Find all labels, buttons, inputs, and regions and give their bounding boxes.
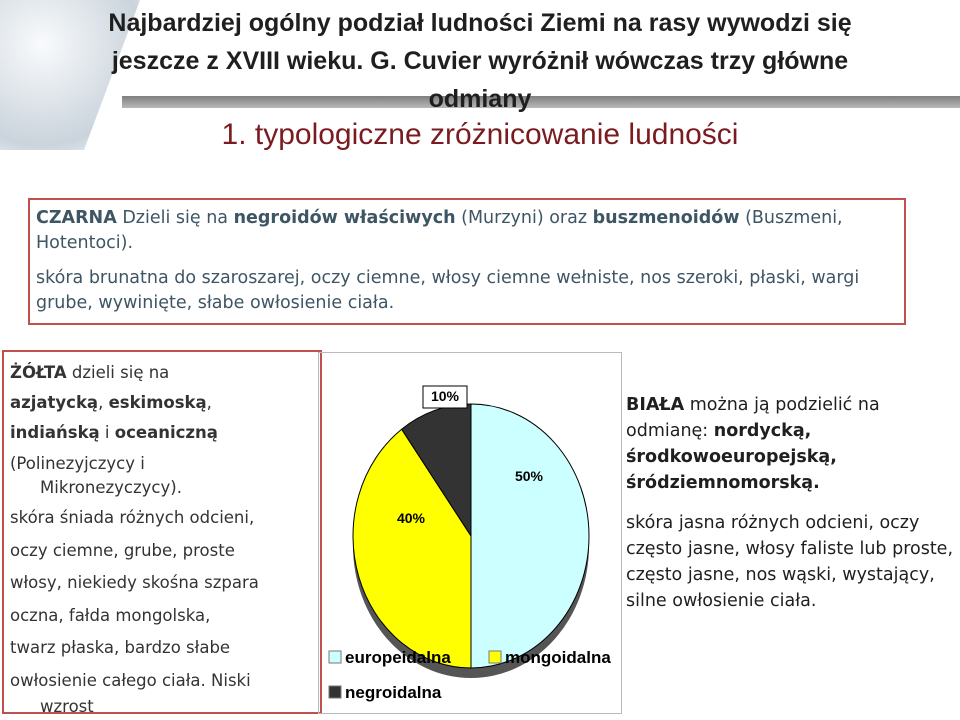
yellow-desc-line-6: owłosienie całego ciała. Niski <box>10 670 251 690</box>
black-race-division <box>36 206 898 256</box>
pie-label-negroidalna <box>423 386 467 408</box>
yellow-race-text-1: dzieli się na <box>66 363 170 382</box>
pie-label-europeidalna <box>515 468 544 484</box>
title-line-3: odmiany <box>428 85 532 113</box>
yellow-sep-1: , <box>98 393 109 412</box>
svg-text:40%: 40% <box>396 510 426 526</box>
white-race-subgroups: nordycką, środkowoeuropejską, śródziemnomorską. <box>626 421 837 493</box>
legend-item-negroidalna <box>329 683 442 702</box>
indian-term: indiańską <box>10 423 100 442</box>
eskimo-term: eskimoską <box>108 393 207 412</box>
white-race-description: skóra jasna różnych odcieni, oczy często jasne, włosy faliste lub proste, często jasne, nos wąski, wystający, silne owłosienie ciała. <box>626 513 954 611</box>
yellow-last-line: wzrost <box>40 697 94 716</box>
yellow-desc-line-5: twarz płaska, bardzo słabe <box>10 638 231 657</box>
yellow-sep-2: , <box>206 393 212 412</box>
yellow-subgroups-2 <box>10 418 314 448</box>
yellow-desc-line-2: oczy ciemne, grube, proste <box>10 540 235 560</box>
white-race-division <box>626 392 956 496</box>
white-race-name: BIAŁA <box>626 395 685 415</box>
title-line-1: Najbardziej ogólny podział ludności Ziemi na rasy wywodzi się <box>108 9 852 37</box>
subtitle: 1. typologiczne zróżnicowanie ludności <box>221 118 739 151</box>
pie-label-mongoidalna <box>397 510 426 526</box>
black-race-description: skóra brunatna do szaroszarej, oczy ciemne, włosy ciemne wełniste, nos szeroki, płaski, wargi grube, wywinięte, słabe owłosienie ciała. <box>36 268 860 313</box>
yellow-note-line-1: (Polinezyjczycy i <box>10 454 145 473</box>
pie-slice-europeidalna <box>471 404 589 668</box>
svg-text:10%: 10% <box>430 388 460 404</box>
black-race-box <box>28 198 906 325</box>
svg-text:negroidalna: negroidalna <box>345 683 442 702</box>
slide-title <box>60 4 900 118</box>
yellow-race-box <box>2 350 322 714</box>
svg-text:50%: 50% <box>514 468 544 484</box>
oceanic-term: oceaniczną <box>114 423 218 442</box>
race-pie-chart <box>318 352 622 714</box>
white-race-box <box>626 392 956 614</box>
yellow-subgroups-1 <box>10 388 314 418</box>
yellow-desc-line-4: oczna, fałda mongolska, <box>10 605 211 625</box>
pie-chart-svg <box>319 353 623 715</box>
svg-text:europeidalna: europeidalna <box>345 648 451 667</box>
yellow-desc-line-1: skóra śniada różnych odcieni, <box>10 508 255 527</box>
yellow-race-heading <box>10 358 314 388</box>
svg-text:mongoidalna: mongoidalna <box>505 648 611 667</box>
asian-term: azjatycką <box>10 393 99 412</box>
bushmenoid-term: buszmenoidów <box>592 208 740 228</box>
legend-item-mongoidalna <box>489 648 611 667</box>
yellow-desc-line-3: włosy, niekiedy skośna szpara <box>10 573 259 592</box>
yellow-race-name: ŻÓŁTA <box>10 363 67 382</box>
black-race-name: CZARNA <box>36 208 117 228</box>
black-race-text-2: (Murzyni) oraz <box>455 208 593 228</box>
white-race-text-1: można ją podzielić na odmianę: <box>626 395 880 441</box>
yellow-note-line-2: Mikronezyczycy). <box>40 478 182 497</box>
negroid-term: negroidów właściwych <box>233 208 456 228</box>
yellow-oceanic-note <box>10 452 314 500</box>
black-race-text-3: (Buszmeni, Hotentoci). <box>36 208 843 253</box>
title-line-2: jeszcze z XVIII wieku. G. Cuvier wyróżnił wówczas trzy główne <box>111 47 849 75</box>
black-race-text-1: Dzieli się na <box>116 208 234 228</box>
legend-item-europeidalna <box>329 648 451 667</box>
yellow-race-description <box>10 502 314 697</box>
yellow-sep-3: i <box>99 423 115 442</box>
